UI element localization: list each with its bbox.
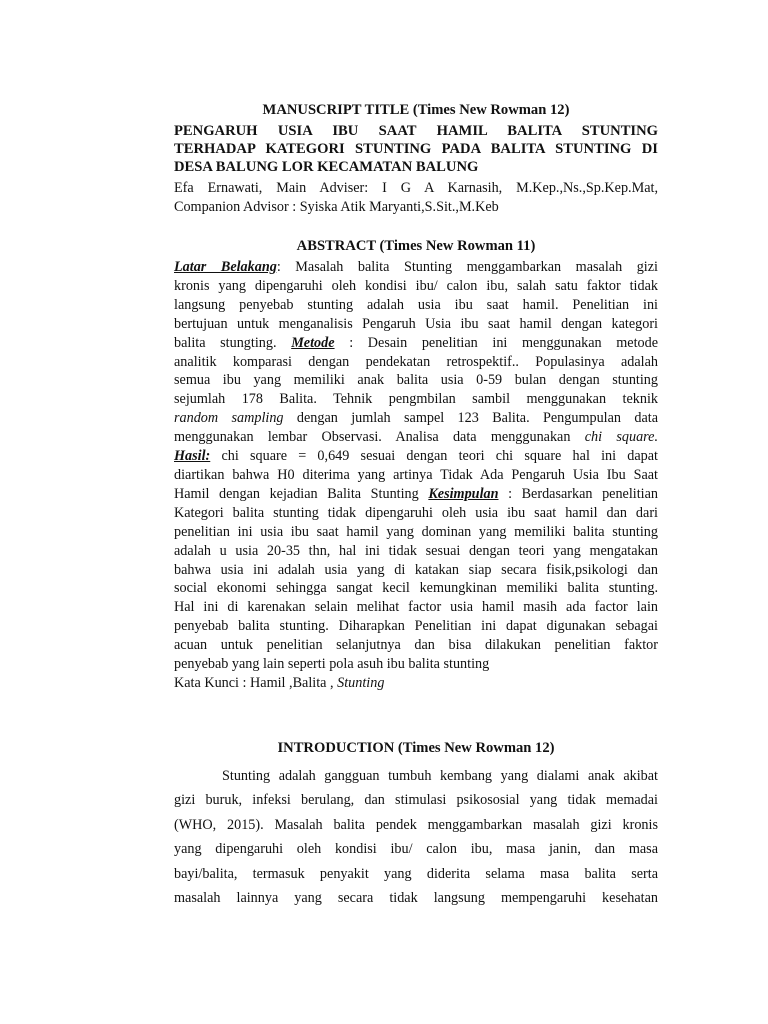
intro-line: yang dipengaruhi oleh kondisi ibu/ calon ibu, masa janin, dan masa	[174, 841, 658, 858]
abstract-line: Hamil dengan kejadian Balita Stunting Kesimpulan : Berdasarkan penelitian	[174, 485, 659, 502]
abstract-line: analitik komparasi dengan pendekatan retrospektif.. Populasinya adalah	[174, 353, 658, 370]
introduction-label: INTRODUCTION (Times New Rowman 12)	[277, 740, 555, 756]
intro-line: Stunting adalah gangguan tumbuh kembang yang dialami anak akibat	[222, 768, 658, 784]
intro-line: (WHO, 2015). Masalah balita pendek menggambarkan masalah gizi kronis	[174, 816, 658, 833]
abstract-line: bertujuan untuk menganalisis Pengaruh Usia ibu saat hamil dengan kategori	[174, 315, 658, 332]
keywords-line: Kata Kunci : Hamil ,Balita , Stunting	[174, 674, 385, 691]
title-line-2: TERHADAP KATEGORI STUNTING PADA BALITA STUNTING DI	[174, 141, 658, 157]
abstract-line: diartikan bahwa H0 diterima yang artinya Tidak Ada Pengaruh Usia Ibu Saat	[174, 466, 658, 483]
abstract-line: langsung penyebab stunting adalah usia ibu saat hamil. Penelitian ini	[174, 296, 658, 313]
title-line-1: PENGARUH USIA IBU SAAT HAMIL BALITA STUNTING	[174, 123, 658, 139]
abstract-line: penelitian ini usia ibu saat hamil yang dominan yang memiliki balita stunting	[174, 523, 658, 540]
abstract-body	[174, 258, 658, 693]
intro-line: bayi/balita, termasuk penyakit yang diderita selama masa balita serta	[174, 865, 658, 882]
manuscript-title-label: MANUSCRIPT TITLE (Times New Rowman 12)	[262, 102, 570, 118]
abstract-line: random sampling dengan jumlah sampel 123 Balita. Pengumpulan data	[174, 410, 658, 427]
abstract-line: Latar Belakang: Masalah balita Stunting menggambarkan masalah gizi	[174, 259, 658, 275]
abstract-line: social ekonomi sehingga sangat kecil kemungkinan memiliki balita stunting.	[174, 580, 658, 597]
abstract-line: Hal ini di karenakan selain melihat factor usia hamil masih ada factor lain	[174, 599, 658, 616]
abstract-line: Kategori balita stunting tidak dipengaruhi oleh usia ibu saat hamil dan dari	[174, 504, 658, 521]
introduction-body	[174, 764, 658, 910]
intro-line: gizi buruk, infeksi berulang, dan stimulasi psikososial yang tidak memadai	[174, 792, 658, 809]
abstract-line: acuan untuk penelitian selanjutnya dan bisa dilakukan penelitian faktor	[174, 637, 658, 654]
abstract-line: bahwa usia ini adalah usia yang di katakan siap secara fisik,psikologi dan	[174, 561, 658, 578]
abstract-line: kronis yang dipengaruhi oleh kondisi ibu/ calon ibu, salah satu faktor tidak	[174, 277, 658, 294]
hasil-label: Hasil:	[174, 448, 211, 465]
abstract-line: penyebab yang lain seperti pola asuh ibu balita stunting	[174, 656, 490, 673]
authors-line-1: Efa Ernawati, Main Adviser: I G A Karnasih, M.Kep.,Ns.,Sp.Kep.Mat,	[174, 180, 658, 196]
intro-line: masalah lainnya yang secara tidak langsung mempengaruhi kesehatan	[174, 890, 658, 907]
abstract-line: Hasil: chi square = 0,649 sesuai dengan teori chi square hal ini dapat	[174, 448, 658, 465]
authors-line-2: Companion Advisor : Syiska Atik Maryanti,S.Sit.,M.Keb	[174, 198, 499, 215]
abstract-line: semua ibu yang memiliki anak balita usia 0-59 bulan dengan stunting	[174, 372, 658, 389]
abstract-line: sejumlah 178 Balita. Tehnik pengmbilan sambil menggunakan teknik	[174, 391, 658, 408]
latar-belakang-label: Latar Belakang	[174, 259, 277, 275]
abstract-line: balita stungting. Metode : Desain penelitian ini menggunakan metode	[174, 334, 659, 351]
kesimpulan-label: Kesimpulan	[428, 485, 499, 502]
paper-title	[174, 122, 658, 176]
abstract-label: ABSTRACT (Times New Rowman 11)	[296, 238, 536, 254]
abstract-line: adalah u usia 20-35 thn, hal ini tidak sesuai dengan teori yang mengatakan	[174, 542, 658, 559]
authors	[174, 179, 658, 217]
title-line-3: DESA BALUNG LOR KECAMATAN BALUNG	[174, 159, 479, 175]
abstract-line: penyebab balita stunting. Diharapkan Penelitian ini dapat digunakan sebagai	[174, 618, 658, 635]
abstract-line: menggunakan lembar Observasi. Analisa data menggunakan chi square.	[174, 429, 659, 446]
metode-label: Metode	[291, 334, 335, 351]
